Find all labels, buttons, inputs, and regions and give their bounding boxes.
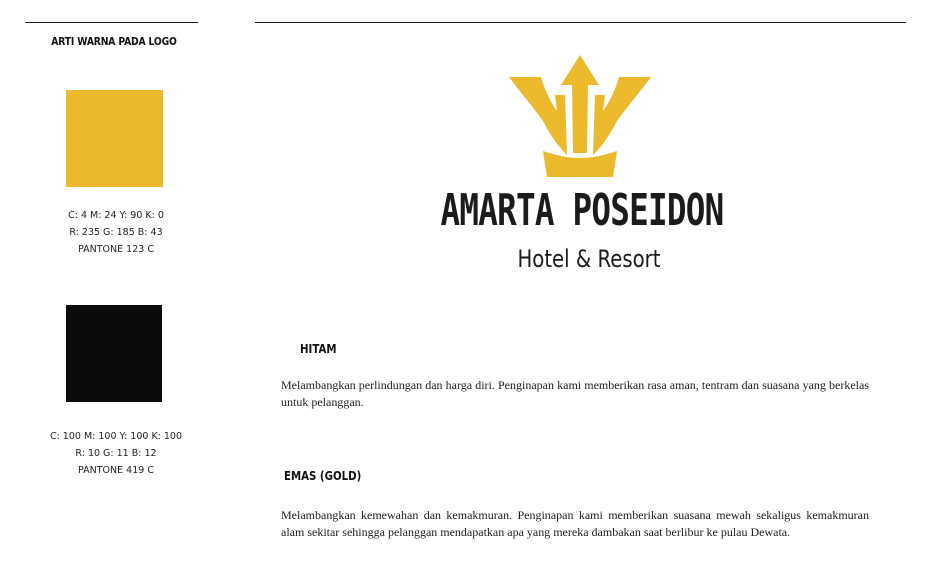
gold-cmyk: C: 4 M: 24 Y: 90 K: 0 (68, 210, 164, 221)
gold-rgb: R: 235 G: 185 B: 43 (69, 227, 163, 238)
black-color-swatch (66, 305, 162, 402)
black-cmyk: C: 100 M: 100 Y: 100 K: 100 (49, 431, 183, 442)
sidebar-top-rule (25, 22, 198, 23)
section-text-emas: Melambangkan kemewahan dan kemakmuran. Penginapan kami memberikan suasana mewah sekaligus kemakmuran alam sekitar sehingga pelanggan mendapatkan apa yang mereka dambakan saat berlibur ke pulau Dewata. (281, 508, 869, 539)
gold-color-info (30, 207, 202, 258)
black-rgb: R: 10 G: 11 B: 12 (75, 448, 157, 459)
brand-subtitle: Hotel & Resort (517, 245, 661, 273)
brand-name: AMARTA POSEIDON (440, 185, 724, 236)
gold-color-swatch (66, 90, 163, 187)
sidebar-title: ARTI WARNA PADA LOGO (51, 36, 177, 48)
trident-crown-icon (505, 55, 655, 177)
trident-crown-shape (509, 55, 651, 177)
gold-pantone: PANTONE 123 C (78, 244, 154, 255)
black-color-info (30, 428, 202, 479)
section-heading-emas: EMAS (GOLD) (284, 469, 362, 483)
black-pantone: PANTONE 419 C (78, 465, 154, 476)
main-top-rule (255, 22, 906, 23)
section-heading-hitam: HITAM (300, 342, 337, 356)
section-text-hitam: Melambangkan perlindungan dan harga diri. Penginapan kami memberikan rasa aman, tentram dan suasana yang berkelas untuk pelanggan. (281, 378, 869, 409)
